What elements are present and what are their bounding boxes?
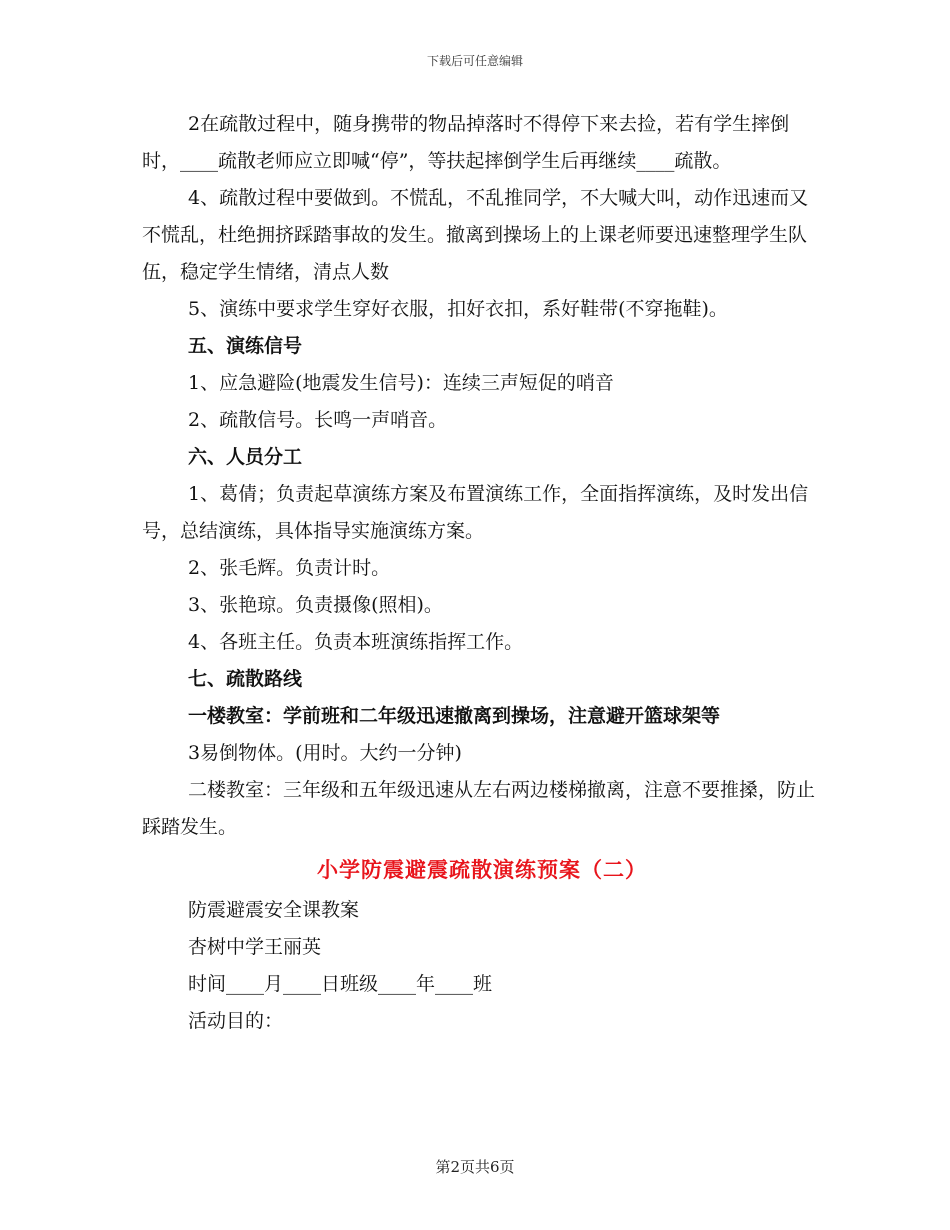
section-title: 小学防震避震疏散演练预案（二）: [317, 857, 647, 882]
page-footer: 第2页共6页: [435, 1158, 515, 1176]
paragraph: 1、葛倩；负责起草演练方案及布置演练工作，全面指挥演练，及时发出信号，总结演练，具体指导实施演练方案。: [142, 483, 809, 542]
paragraph: 2、疏散信号。长鸣一声哨音。: [188, 409, 448, 431]
section-heading: 五、演练信号: [188, 335, 303, 357]
paragraph: 2在疏散过程中，随身携带的物品掉落时不得停下来去捡，若有学生摔倒时，____疏散老师应立即喊“停”，等扶起摔倒学生后再继续____疏散。: [142, 113, 790, 172]
paragraph: 防震避震安全课教案: [188, 899, 360, 921]
document-body: [142, 106, 822, 1040]
section-heading: 六、人员分工: [188, 446, 303, 468]
paragraph: 5、演练中要求学生穿好衣服，扣好衣扣，系好鞋带(不穿拖鞋)。: [188, 298, 728, 320]
section-heading: 七、疏散路线: [188, 668, 303, 690]
paragraph: 3易倒物体。(用时。大约一分钟): [188, 742, 462, 764]
paragraph: 一楼教室：学前班和二年级迅速撤离到操场，注意避开篮球架等: [188, 705, 721, 727]
paragraph: 杏树中学王丽英: [188, 936, 322, 958]
paragraph: 4、疏散过程中要做到。不慌乱，不乱推同学，不大喊大叫，动作迅速而又不慌乱，杜绝拥挤踩踏事故的发生。撤离到操场上的上课老师要迅速整理学生队伍，稳定学生情绪，清点人数: [142, 187, 809, 283]
paragraph: 时间____月____日班级____年____班: [188, 973, 493, 995]
page-header: 下载后可任意编辑: [426, 54, 523, 68]
paragraph: 1、应急避险(地震发生信号)：连续三声短促的哨音: [188, 372, 614, 394]
paragraph: 4、各班主任。负责本班演练指挥工作。: [188, 631, 524, 653]
paragraph: 2、张毛辉。负责计时。: [188, 557, 391, 579]
paragraph: 3、张艳琼。负责摄像(照相)。: [188, 594, 443, 616]
paragraph: 二楼教室：三年级和五年级迅速从左右两边楼梯撤离，注意不要推搡，防止踩踏发生。: [142, 779, 816, 838]
paragraph: 活动目的：: [188, 1010, 284, 1032]
